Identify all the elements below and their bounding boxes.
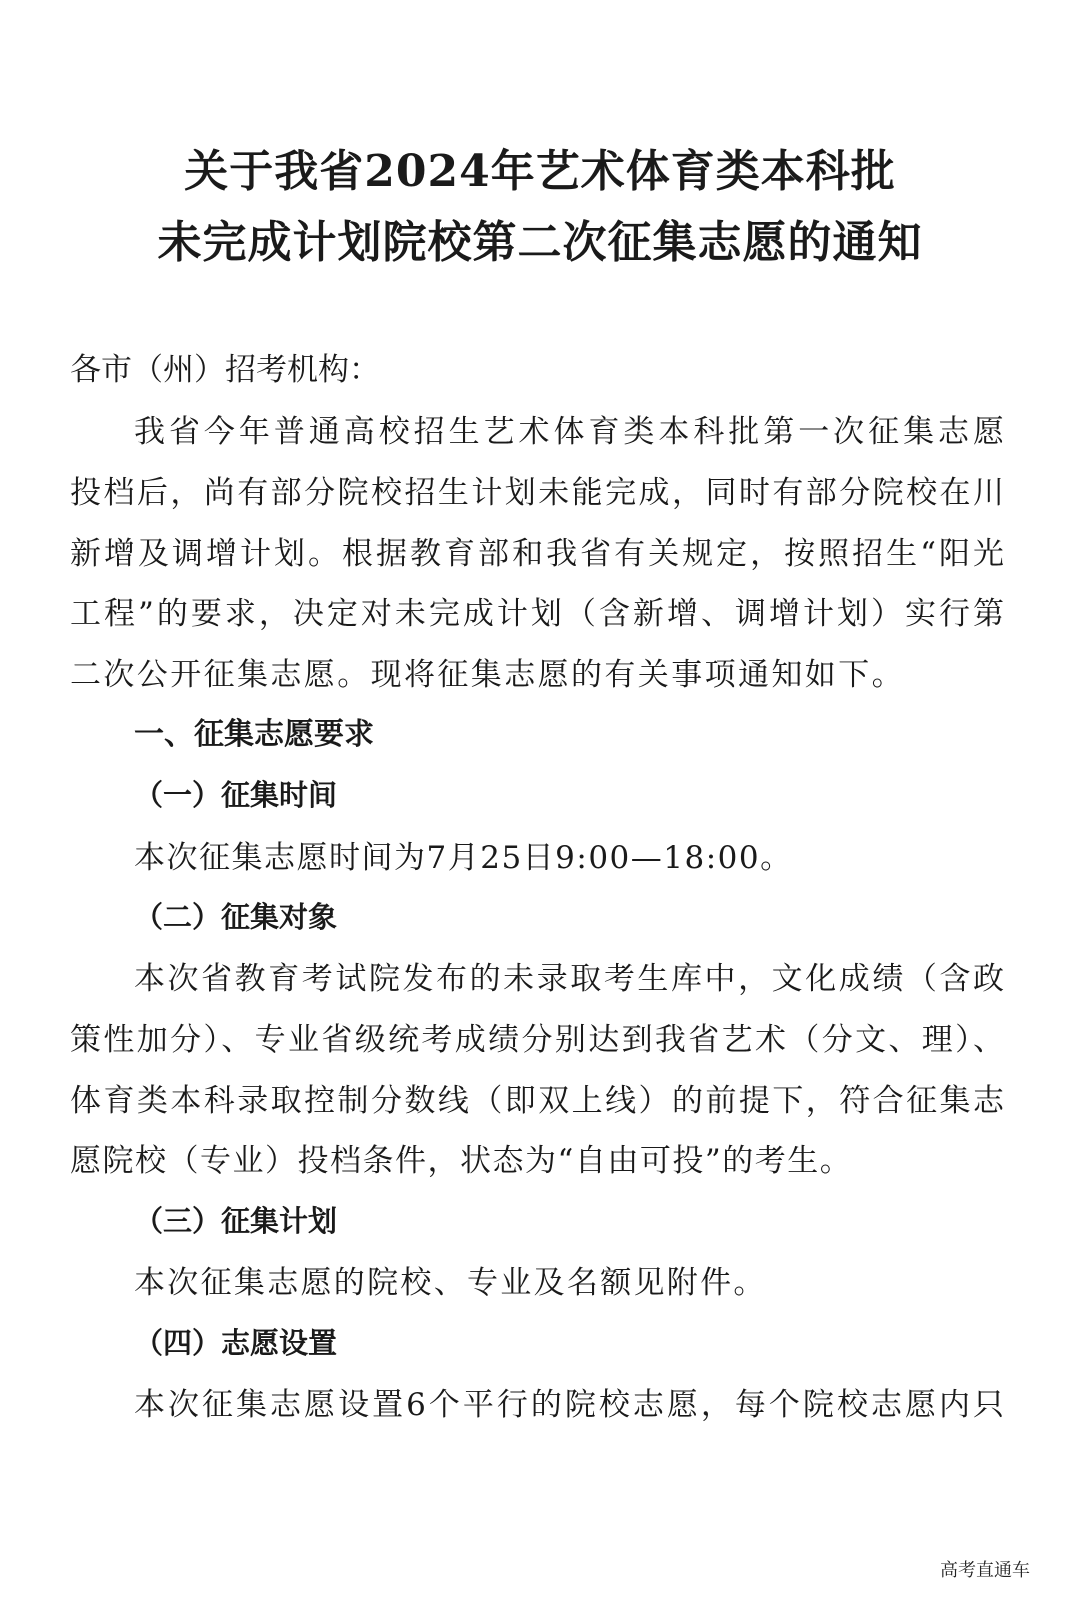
intro-paragraph-line: 二次公开征集志愿。现将征集志愿的有关事项通知如下。	[70, 657, 905, 693]
document-title-line-2: 未完成计划院校第二次征集志愿的通知	[157, 217, 923, 268]
body-text-line: 策性加分）、专业省级统考成绩分别达到我省艺术（分文、理）、	[70, 1022, 1004, 1058]
subsection-heading: （二）征集对象	[134, 900, 338, 934]
intro-paragraph-line: 投档后，尚有部分院校招生计划未能完成，同时有部分院校在川	[70, 475, 1004, 511]
body-text-line: 本次征集志愿设置6个平行的院校志愿，每个院校志愿内只	[134, 1387, 1004, 1423]
intro-paragraph-line: 新增及调增计划。根据教育部和我省有关规定，按照招生“阳光	[70, 536, 1004, 572]
body-text-line: 本次省教育考试院发布的未录取考生库中，文化成绩（含政	[134, 961, 1004, 997]
watermark: 高考直通车	[940, 1560, 1030, 1581]
body-text-line: 本次征集志愿时间为7月25日9:00—18:00。	[134, 840, 793, 876]
subsection-heading: （四）志愿设置	[134, 1326, 338, 1360]
document-title-line-1: 关于我省2024年艺术体育类本科批	[184, 146, 896, 197]
body-text-line: 体育类本科录取控制分数线（即双上线）的前提下，符合征集志	[70, 1083, 1004, 1119]
subsection-heading: （三）征集计划	[134, 1204, 338, 1238]
body-text-line: 本次征集志愿的院校、专业及名额见附件。	[134, 1265, 767, 1301]
subsection-heading: （一）征集时间	[134, 778, 338, 812]
intro-paragraph-line: 我省今年普通高校招生艺术体育类本科批第一次征集志愿	[134, 414, 1004, 450]
body-text-line: 愿院校（专业）投档条件，状态为“自由可投”的考生。	[70, 1143, 853, 1179]
section-heading: 一、征集志愿要求	[134, 717, 374, 752]
salutation: 各市（州）招考机构：	[70, 352, 380, 388]
intro-paragraph-line: 工程”的要求，决定对未完成计划（含新增、调增计划）实行第	[70, 596, 1004, 632]
